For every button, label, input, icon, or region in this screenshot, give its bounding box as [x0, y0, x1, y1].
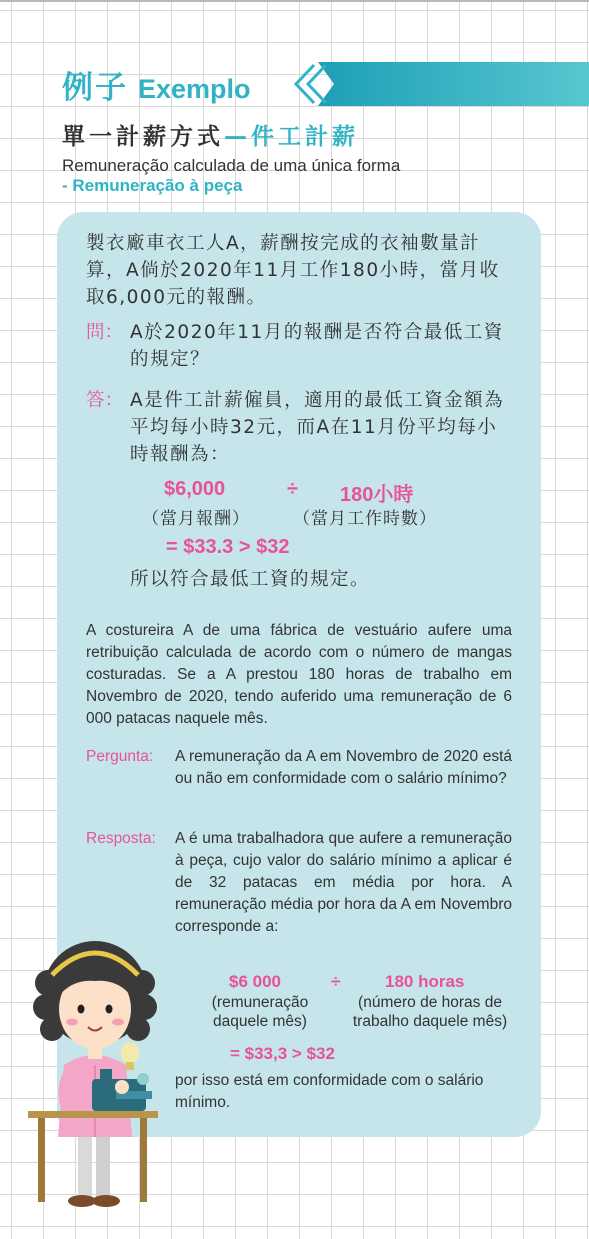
zh-calc-result: = $33.3 > $32: [166, 536, 290, 558]
heading-zh: 例子: [62, 70, 128, 106]
zh-intro: 製衣廠車衣工人A，薪酬按完成的衣袖數量計算，A倘於2020年11月工作180小時，當月收取6,000元的報酬。: [86, 233, 500, 308]
zh-calc-hours: 180小時: [340, 484, 414, 506]
zh-question: A於2020年11月的報酬是否符合最低工資的規定？: [130, 322, 504, 370]
zh-calc-divide: ÷: [287, 478, 298, 500]
heading-pt: Exemplo: [138, 74, 251, 104]
pt-answer-label: Resposta:: [86, 830, 156, 847]
top-rule: [0, 0, 589, 2]
pt-calc-divide: ÷: [331, 972, 341, 991]
pt-calc-amount-note: (remuneração daquele mês): [211, 994, 309, 1030]
chevron-banner-icon: [288, 62, 589, 106]
pt-conclusion: por isso está em conformidade com o salário mínimo.: [175, 1072, 484, 1111]
pt-calc-result: = $33,3 > $32: [230, 1044, 335, 1063]
zh-question-label: 問：: [86, 322, 124, 343]
zh-calc-hours-note: （當月工作時數）: [293, 509, 437, 529]
pt-calc-hours-note: (número de horas de trabalho daquele mês): [352, 994, 508, 1030]
pt-question: A remuneração da A em Novembro de 2020 está ou não em conformidade com o salário mínimo?: [175, 748, 512, 787]
seamstress-illustration-icon: [22, 905, 162, 1210]
zh-calc-amount-note: （當月報酬）: [142, 509, 250, 529]
subtitle-zh: [62, 118, 359, 151]
pt-intro: A costureira A de uma fábrica de vestuário aufere uma retribuição calculada de acordo com o número de mangas costuradas. Se a A prestou 180 horas de trabalho em Novembro de 2020, tendo auferido uma remuneração de 6 000 patacas naquele mês.: [86, 622, 512, 727]
subtitle-zh-accent: —件工計薪: [224, 124, 359, 150]
zh-conclusion: 所以符合最低工資的規定。: [130, 569, 371, 590]
pt-calc-hours: 180 horas: [385, 972, 465, 991]
pt-calc-amount: $6 000: [229, 972, 281, 991]
subtitle-pt-line1: Remuneração calculada de uma única forma: [62, 156, 401, 175]
pt-question-label: Pergunta:: [86, 748, 154, 765]
subtitle-pt-line2: - Remuneração à peça: [62, 176, 243, 195]
zh-calc-amount: $6,000: [164, 478, 226, 500]
pt-answer: A é uma trabalhadora que aufere a remuneração à peça, cujo valor do salário mínimo a aplicar é de 32 patacas em média por hora. A remuneração média por hora da A em Novembro corresponde a:: [175, 830, 512, 935]
subtitle-zh-main: 單一計薪方式: [62, 124, 224, 150]
zh-answer-label: 答：: [86, 390, 124, 411]
zh-answer: A是件工計薪僱員，適用的最低工資金額為平均每小時32元，而A在11月份平均每小時報酬為：: [130, 390, 505, 465]
section-heading: [62, 62, 251, 107]
